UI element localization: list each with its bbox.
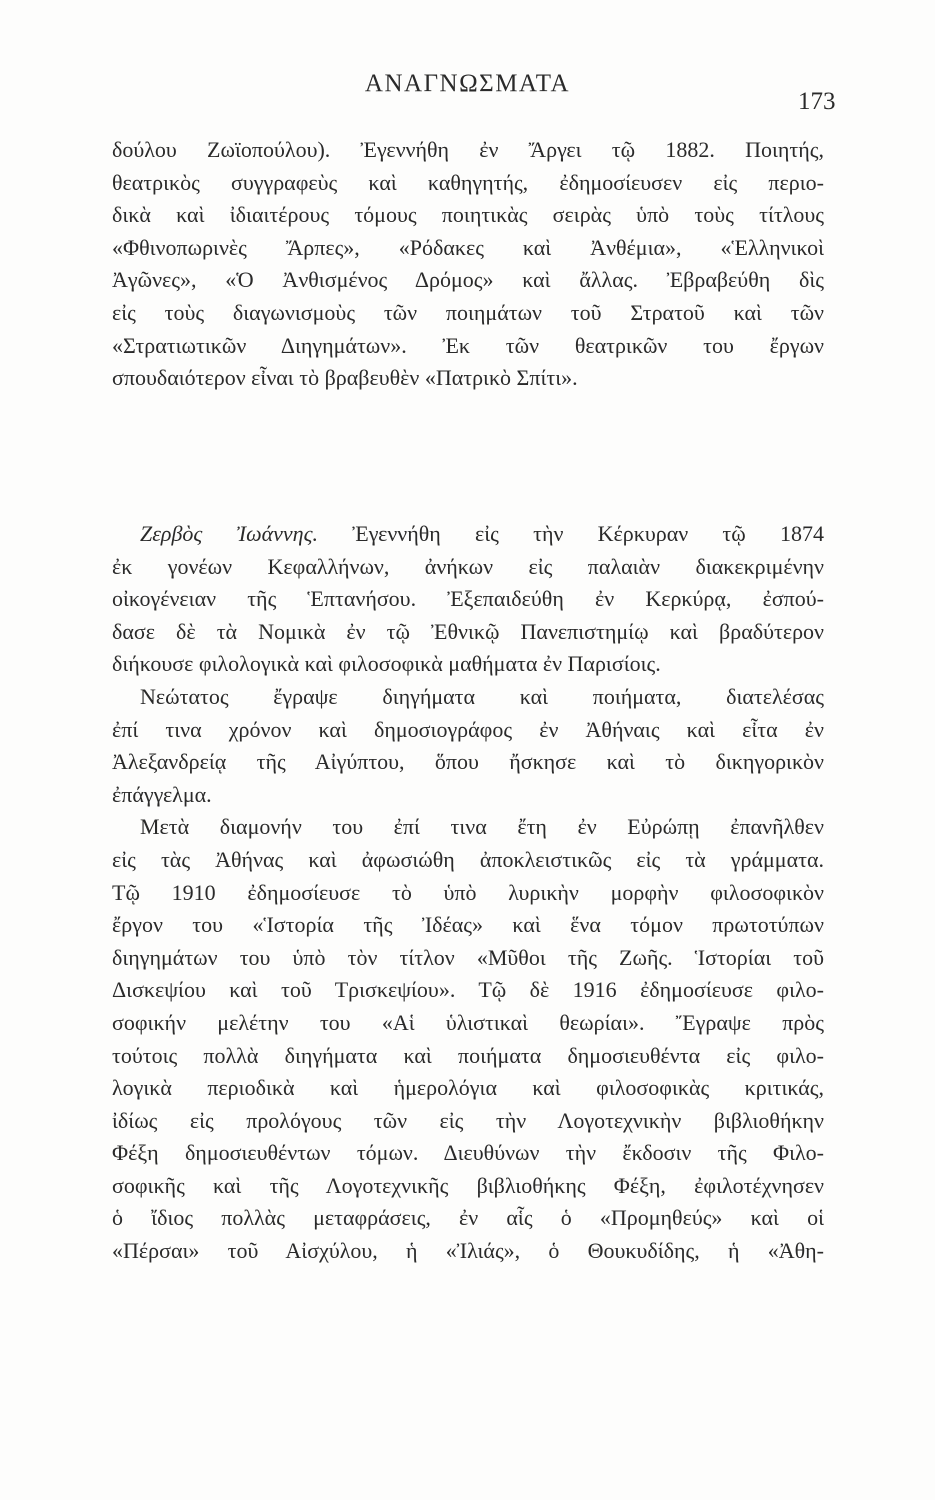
text-line: δικὰ καὶ ἰδιαιτέρους τόμους ποιητικὰς σειρὰς ὑπὸ τοὺς τίτλους: [112, 202, 824, 228]
text-line: δούλου Ζωϊοπούλου). Ἐγεννήθη ἐν Ἄργει τῷ 1882. Ποιητής,: [112, 137, 824, 162]
text-line: Ἀγῶνες», «Ὁ Ἀνθισμένος Δρόμος» καὶ ἄλλας. Ἐβραβεύθη δὶς: [112, 267, 824, 293]
text-line: «Στρατιωτικῶν Διηγημάτων». Ἐκ τῶν θεατρικῶν του ἔργων: [112, 332, 824, 358]
text-line: «Πέρσαι» τοῦ Αἰσχύλου, ἡ «Ἰλιάς», ὁ Θουκυδίδης, ἡ «Ἀθη-: [112, 1238, 824, 1264]
entry-first-line: [112, 518, 824, 551]
entry-first-line-text: Ἐγεννήθη εἰς τὴν Κέρκυραν τῷ 1874: [352, 521, 824, 546]
text-line: «Φθινοπωρινὲς Ἄρπες», «Ρόδακες καὶ Ἀνθέμια», «Ἑλληνικοὶ: [112, 234, 824, 260]
text-line: σοφικῆς καὶ τῆς Λογοτεχνικῆς βιβλιοθήκης Φέξη, ἐφιλοτέχνησεν: [112, 1172, 824, 1198]
text-line: δασε δὲ τὰ Νομικὰ ἐν τῷ Ἐθνικῷ Πανεπιστημίῳ καὶ βραδύτερον: [112, 618, 824, 644]
text-line: θεατρικὸς συγγραφεὺς καὶ καθηγητής, ἐδημοσίευσεν εἰς περιο-: [112, 169, 824, 195]
text-line: Δισκεψίου καὶ τοῦ Τρισκεψίου». Τῷ δὲ 1916 ἐδημοσίευσε φιλο-: [112, 977, 824, 1003]
entry-name: Ζερβὸς Ἰωάννης.: [140, 521, 319, 546]
text-line: τούτοις πολλὰ διηγήματα καὶ ποιήματα δημοσιευθέντα εἰς φιλο-: [112, 1042, 824, 1068]
text-line: ἐπί τινα χρόνον καὶ δημοσιογράφος ἐν Ἀθήναις καὶ εἶτα ἐν: [112, 716, 824, 742]
page-number: 173: [798, 88, 836, 115]
text-line: ἐκ γονέων Κεφαλλήνων, ἀνήκων εἰς παλαιὰν διακεκριμένην: [112, 553, 824, 579]
entry-zervos: [112, 518, 824, 1268]
running-title: ΑΝΑΓΝΩΣΜΑΤΑ: [364, 70, 571, 97]
text-line: ὁ ἴδιος πολλὰς μεταφράσεις, ἐν αἷς ὁ «Προμηθεύς» καὶ οἱ: [112, 1205, 824, 1231]
paragraph-1: [112, 134, 824, 395]
text-line: εἰς τοὺς διαγωνισμοὺς τῶν ποιημάτων τοῦ Στρατοῦ καὶ τῶν: [112, 299, 824, 325]
text-line: εἰς τὰς Ἀθήνας καὶ ἀφωσιώθη ἀποκλειστικῶς εἰς τὰ γράμματα.: [112, 846, 824, 872]
text-line: ἐπάγγελμα.: [112, 781, 212, 807]
text-line: σπουδαιότερον εἶναι τὸ βραβευθὲν «Πατρικὸ Σπίτι».: [112, 365, 578, 391]
text-line: διηγημάτων του ὑπὸ τὸν τίτλον «Μῦθοι τῆς Ζωῆς. Ἱστορίαι τοῦ: [112, 944, 824, 970]
text-line: οἰκογένειαν τῆς Ἑπτανήσου. Ἐξεπαιδεύθη ἐν Κερκύρᾳ, ἐσπού-: [112, 586, 824, 612]
text-line: σοφικήν μελέτην του «Αἱ ὑλιστικαὶ θεωρίαι». Ἔγραψε πρὸς: [112, 1009, 824, 1035]
text-line: Φέξη δημοσιευθέντων τόμων. Διευθύνων τὴν ἔκδοσιν τῆς Φιλο-: [112, 1140, 824, 1166]
text-line: λογικὰ περιοδικὰ καὶ ἡμερολόγια καὶ φιλοσοφικὰς κριτικάς,: [112, 1075, 824, 1101]
text-line: Μετὰ διαμονήν του ἐπί τινα ἔτη ἐν Εὐρώπῃ ἐπανῆλθεν: [140, 814, 824, 840]
text-line: ἔργον του «Ἱστορία τῆς Ἰδέας» καὶ ἕνα τόμον πρωτοτύπων: [112, 912, 824, 938]
text-line: διήκουσε φιλολογικὰ καὶ φιλοσοφικὰ μαθήματα ἐν Παρισίοις.: [112, 651, 661, 677]
text-line: Νεώτατος ἔγραψε διηγήματα καὶ ποιήματα, διατελέσας: [140, 683, 824, 709]
text-line: Τῷ 1910 ἐδημοσίευσε τὸ ὑπὸ λυρικὴν μορφὴν φιλοσοφικὸν: [112, 879, 824, 905]
text-line: Ἀλεξανδρείᾳ τῆς Αἰγύπτου, ὅπου ἤσκησε καὶ τὸ δικηγορικὸν: [112, 749, 824, 775]
text-line: ἰδίως εἰς προλόγους τῶν εἰς τὴν Λογοτεχνικὴν βιβλιοθήκην: [112, 1107, 824, 1133]
